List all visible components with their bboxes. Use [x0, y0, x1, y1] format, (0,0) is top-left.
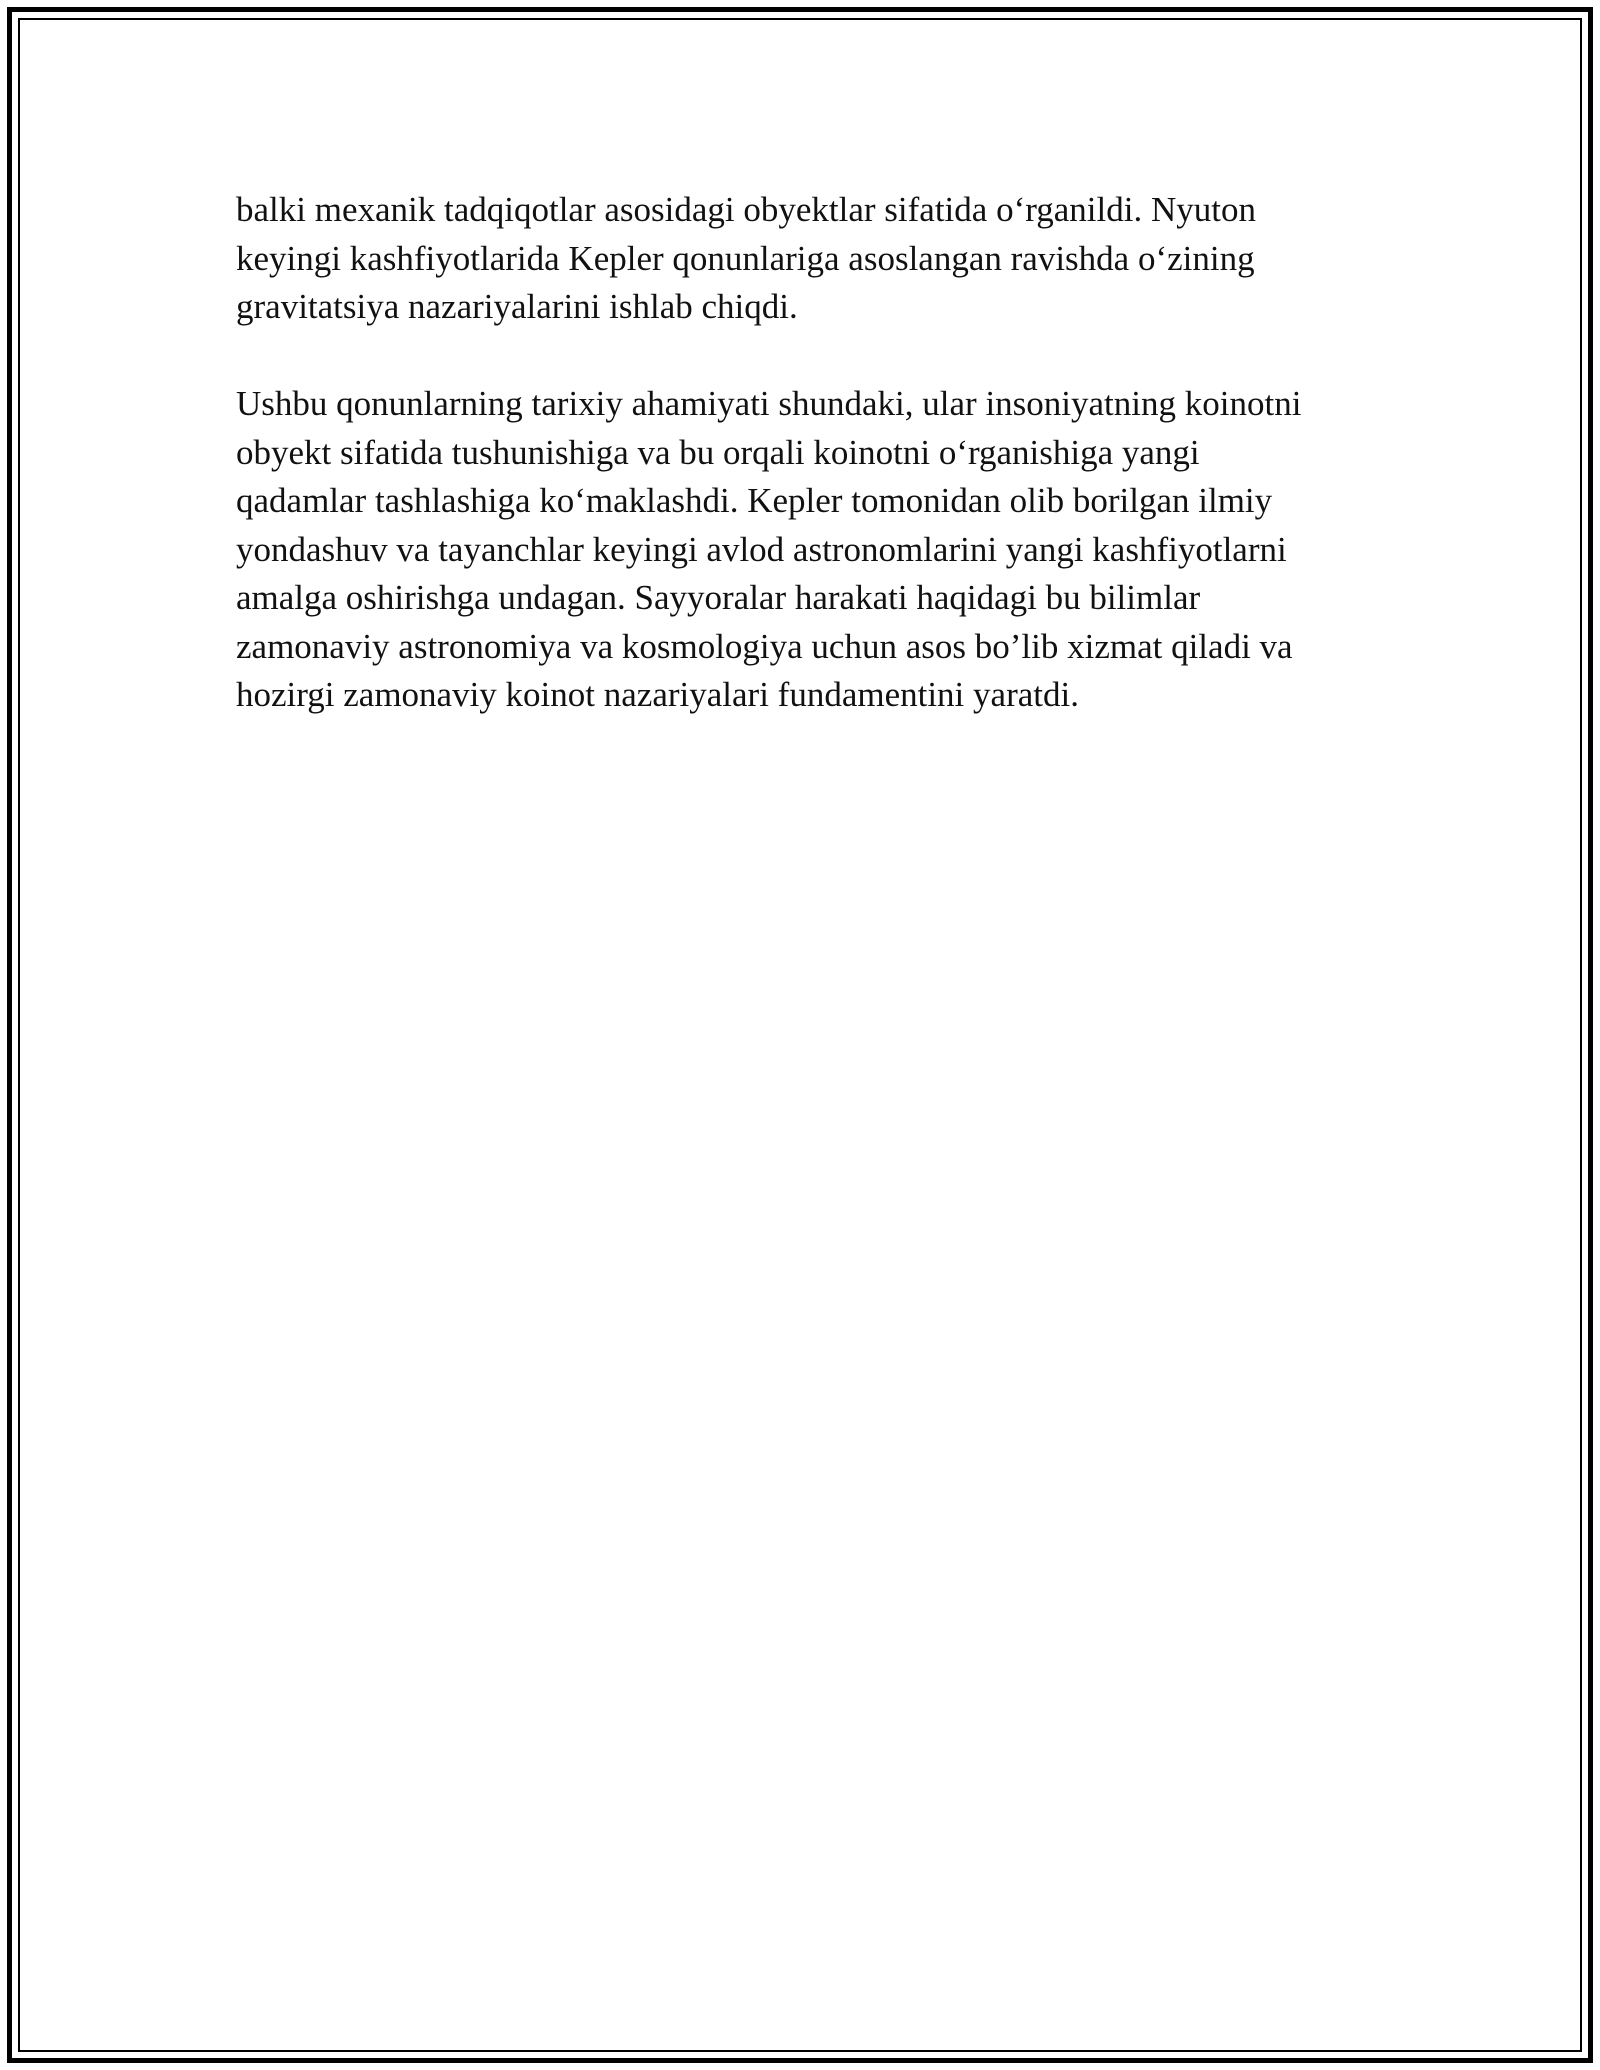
text-line: hozirgi zamonaviy koinot nazariyalari fundamentini yaratdi.: [236, 675, 1079, 714]
text-line: Ushbu qonunlarning tarixiy ahamiyati shundaki, ular insoniyatning koinotni: [236, 384, 1302, 423]
document-body: [236, 186, 1361, 720]
text-line: obyekt sifatida tushunishiga va bu orqali koinotni o‘rganishiga yangi: [236, 432, 1200, 472]
text-line: qadamlar tashlashiga ko‘maklashdi. Kepler tomonidan olib borilgan ilmiy: [236, 481, 1273, 520]
text-line: gravitatsiya nazariyalarini ishlab chiqdi.: [236, 287, 798, 326]
paragraph-1: [236, 186, 1361, 332]
text-line: balki mexanik tadqiqotlar asosidagi obyektlar sifatida o‘rganildi. Nyuton: [236, 190, 1256, 229]
text-line: amalga oshirishga undagan. Sayyoralar harakati haqidagi bu bilimlar: [236, 578, 1201, 617]
paragraph-2: [236, 380, 1361, 720]
text-line: zamonaviy astronomiya va kosmologiya uchun asos bo’lib xizmat qiladi va: [236, 626, 1293, 666]
text-line: keyingi kashfiyotlarida Kepler qonunlariga asoslangan ravishda o‘zining: [236, 238, 1255, 278]
text-line: yondashuv va tayanchlar keyingi avlod astronomlarini yangi kashfiyotlarni: [236, 529, 1287, 569]
